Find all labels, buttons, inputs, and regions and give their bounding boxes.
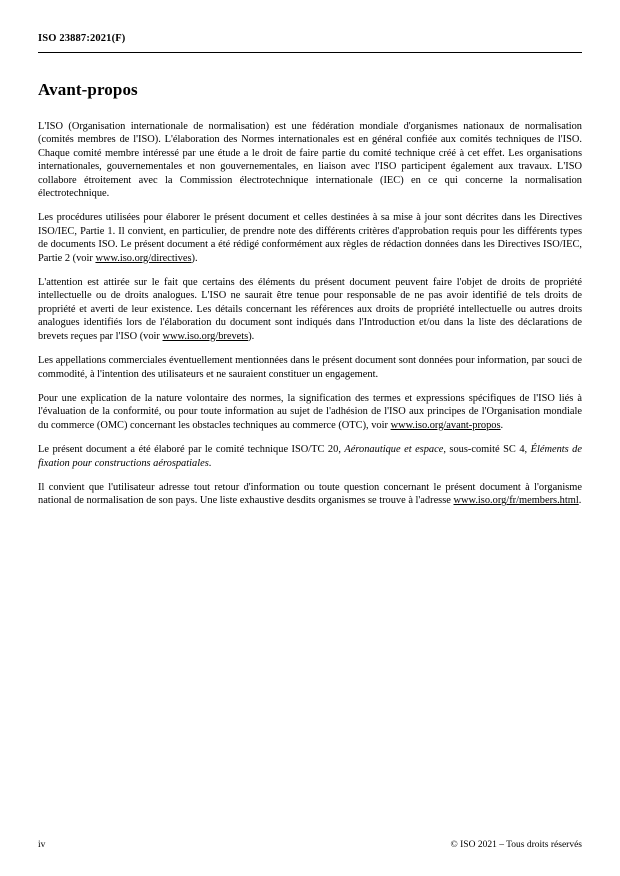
paragraph-patent-rights <box>38 276 582 343</box>
paragraph-trade-names: Les appellations commerciales éventuellement mentionnées dans le présent document sont données pour information, par souci de commodité, à l'intention des utilisateurs et ne sauraient constituer un engagement. <box>38 355 582 380</box>
link-iso-foreword[interactable]: www.iso.org/avant-propos <box>390 419 501 431</box>
link-iso-directives[interactable]: www.iso.org/directives <box>95 252 192 264</box>
header-divider <box>38 52 582 53</box>
committee-title-sc4: Éléments de fixation pour constructions aérospatiales <box>38 444 582 469</box>
paragraph-wto-tbt <box>38 392 582 432</box>
paragraph-procedures-tail: ). <box>191 252 198 264</box>
document-reference: ISO 23887:2021(F) <box>38 33 126 44</box>
paragraph-wto-tbt-text: Pour une explication de la nature volontaire des normes, la signification des termes et expressions spécifiques de l'ISO liés à l'évaluation de la conformité, ou pour toute information au sujet de l'adhésion de l'ISO aux principes de l'Organisation mondiale du commerce (OMC) concernant les obstacles techniques au commerce (OTC), voir <box>38 392 582 431</box>
paragraph-feedback-tail: . <box>578 495 582 507</box>
paragraph-wto-tbt-tail: . <box>500 419 504 431</box>
paragraph-patent-rights-tail: ). <box>248 330 255 342</box>
page-title: Avant-propos <box>38 80 138 99</box>
page-content <box>38 80 582 508</box>
link-iso-patents[interactable]: www.iso.org/brevets <box>162 330 249 342</box>
link-iso-members[interactable]: www.iso.org/fr/members.html <box>453 495 579 507</box>
paragraph-patent-rights-text: L'attention est attirée sur le fait que certains des éléments du présent document peuvent faire l'objet de droits de propriété intellectuelle ou de droits analogues. L'ISO ne saurait être tenue pour responsable de ne pas avoir identifié de tels droits de propriété et averti de leur existence. Les détails concernant les références aux droits de propriété intellectuelle ou autres droits analogues identifiés lors de l'élaboration du document sont indiqués dans l'Introduction et/ou dans la liste des déclarations de brevets reçues par l'ISO (voir <box>38 277 582 342</box>
page-header <box>38 33 582 44</box>
paragraph-iso-description: L'ISO (Organisation internationale de normalisation) est une fédération mondiale d'organismes nationaux de normalisation (comités membres de l'ISO). L'élaboration des Normes internationales est en général confiée aux comités techniques de l'ISO. Chaque comité membre intéressé par une étude a le droit de faire partie du comité technique créé à cet effet. Les organisations internationales, gouvernementales et non gouvernementales, en liaison avec l'ISO participent également aux travaux. L'ISO collabore étroitement avec la Commission électrotechnique internationale (IEC) en ce qui concerne la normalisation électrotechnique. <box>38 121 582 200</box>
paragraph-procedures-text: Les procédures utilisées pour élaborer le présent document et celles destinées à sa mise à jour sont décrites dans les Directives ISO/IEC, Partie 1. Il convient, en particulier, de prendre note des différents critères d'approbation requis pour les différents types de documents ISO. Le présent document a été rédigé conformément aux règles de rédaction données dans les Directives ISO/IEC, Partie 2 (voir <box>38 212 582 264</box>
paragraph-committee-text: Le présent document a été élaboré par le comité technique ISO/TC 20, <box>38 444 345 456</box>
paragraph-committee <box>38 443 582 470</box>
paragraph-feedback-text: Il convient que l'utilisateur adresse tout retour d'information ou toute question concernant le présent document à l'organisme national de normalisation de son pays. Une liste exhaustive desdits organismes se trouve à l'adresse <box>38 481 582 507</box>
paragraph-procedures <box>38 211 582 265</box>
page-number: iv <box>38 840 46 850</box>
paragraph-committee-tail: . <box>208 457 212 469</box>
copyright-notice: © ISO 2021 – Tous droits réservés <box>450 840 582 850</box>
paragraph-committee-middle: , sous-comité SC 4, <box>443 444 531 456</box>
paragraph-feedback <box>38 481 582 508</box>
committee-title-tc20: Aéronautique et espace <box>344 444 444 456</box>
